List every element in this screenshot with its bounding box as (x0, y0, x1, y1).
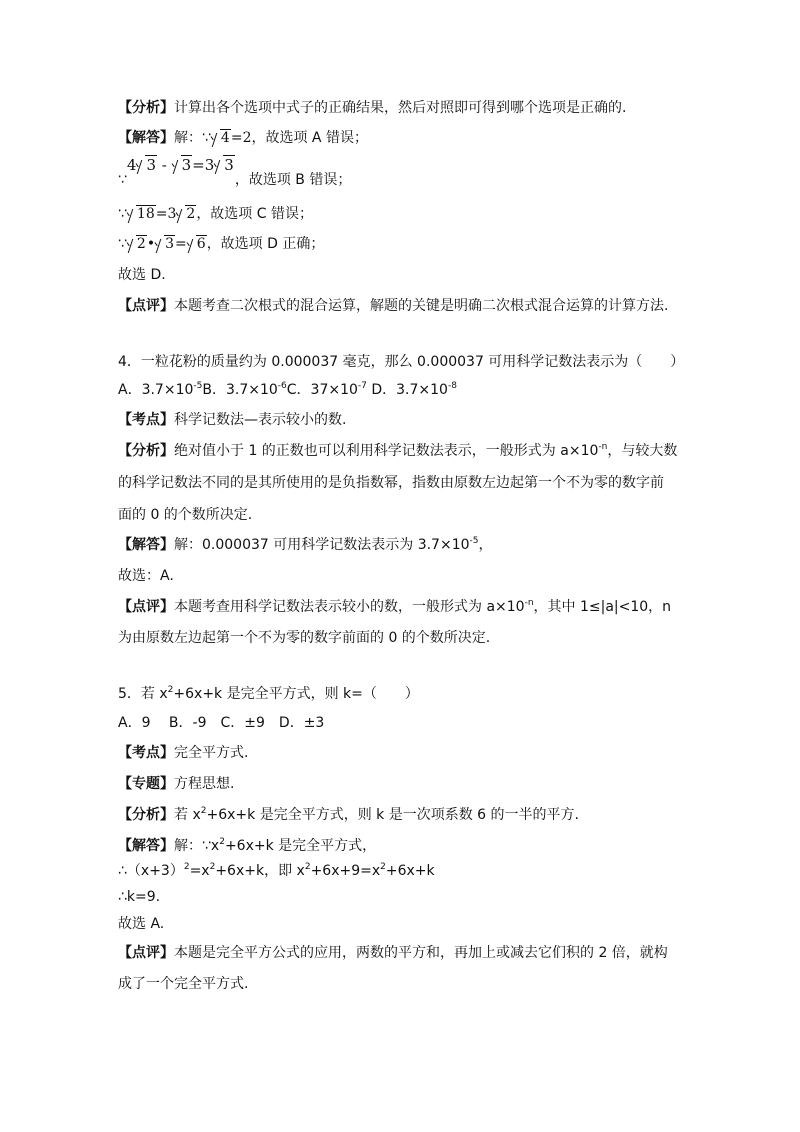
exponent: 2 (209, 862, 216, 872)
answer-text: 解：∵x (174, 838, 220, 854)
option-c-conclusion: ，故选项 C 错误； (196, 206, 313, 222)
q3-answer-b (118, 156, 352, 188)
point-text: 完全平方式. (174, 745, 249, 761)
analysis-text: 计算出各个选项中式子的正确结果，然后对照即可得到哪个选项是正确的. (174, 100, 627, 116)
exponent: -7 (357, 381, 367, 391)
sqrt-3: 3 (224, 156, 234, 174)
answer-lead: 解：∵ (174, 130, 211, 146)
exponent: 2 (183, 862, 190, 872)
exponent: 2 (219, 837, 225, 847)
punctuation: ， (478, 537, 493, 553)
answer-tag: 【解答】 (118, 838, 174, 854)
q4-choose: 故选：A. (118, 568, 174, 584)
q4-analysis-line-3: 面的 0 的个数所决定. (118, 507, 253, 523)
step-text: ∴（x+3） (118, 863, 184, 879)
q5-step-2: ∴k=9. (118, 889, 161, 905)
comment-text: 本题考查二次根式的混合运算，解题的关键是明确二次根式混合运算的计算方法. (174, 298, 669, 314)
q3-answer-a (118, 128, 368, 148)
comment-tag: 【点评】 (118, 298, 174, 314)
exponent: -n (524, 598, 534, 608)
answer-text: +6x+k 是完全平方式， (224, 838, 377, 854)
sqrt-3: 3 (181, 156, 192, 174)
q3-comment (118, 296, 668, 316)
equation-part: = (175, 236, 187, 252)
option-c: C．37×10 (286, 382, 358, 398)
point-text: 科学记数法—表示较小的数. (174, 412, 347, 428)
topic-tag: 【专题】 (118, 776, 174, 792)
topic-text: 方程思想. (174, 776, 235, 792)
option-b-expression: 4 3 - 3=3 3 (126, 156, 234, 174)
q4-comment-line-1 (118, 597, 671, 617)
q4-question: 4．一粒花粉的质量约为 0.000037 毫克，那么 0.000037 可用科学记数法表示为（ ） (118, 354, 685, 370)
exponent: -5 (469, 536, 479, 546)
q5-choose: 故选 A. (118, 916, 165, 932)
q4-answer (118, 535, 493, 555)
step-text: +6x+k (385, 863, 435, 879)
q3-answer-c (118, 204, 313, 224)
q3-choose: 故选 D. (118, 267, 166, 283)
analysis-text: ，与较大数 (607, 443, 678, 459)
q5-comment-line-1 (118, 943, 668, 963)
sqrt-18: 18 (136, 206, 155, 222)
q4-comment-line-2: 为由原数左边起第一个不为零的数字前面的 0 的个数所决定. (118, 630, 491, 646)
answer-tag: 【解答】 (118, 537, 174, 553)
point-tag: 【考点】 (118, 745, 174, 761)
analysis-text: 绝对值小于 1 的正数也可以利用科学记数法表示，一般形式为 a×10 (174, 443, 599, 459)
because-symbol: ∵ (118, 172, 127, 188)
exponent: 2 (200, 806, 207, 816)
sqrt-3: 3 (165, 236, 175, 252)
exponent: 2 (167, 685, 174, 695)
analysis-tag: 【分析】 (118, 807, 174, 823)
sqrt-4: 4 (220, 130, 230, 146)
q4-options (118, 380, 457, 400)
exponent: -n (598, 442, 608, 452)
analysis-tag: 【分析】 (118, 443, 174, 459)
q5-answer (118, 836, 376, 856)
sqrt-2: 2 (136, 236, 146, 252)
answer-tag: 【解答】 (118, 130, 174, 146)
analysis-text: 若 x (174, 807, 201, 823)
because-symbol: ∵ (118, 206, 127, 222)
dot-operator: • (146, 236, 156, 252)
exponent: -8 (447, 381, 457, 391)
equation-part: =3 (155, 206, 177, 222)
option-a: A．3.7×10 (118, 382, 194, 398)
q5-question (118, 684, 419, 704)
option-d-conclusion: ，故选项 D 正确； (206, 236, 325, 252)
answer-text: 解：0.000037 可用科学记数法表示为 3.7×10 (174, 537, 470, 553)
analysis-tag: 【分析】 (118, 100, 174, 116)
analysis-text: +6x+k 是完全平方式，则 k 是一次项系数 6 的一半的平方. (206, 807, 579, 823)
because-symbol: ∵ (118, 236, 127, 252)
q5-options: A．9 B．-9 C．±9 D．±3 (118, 715, 325, 731)
exponent: 2 (380, 862, 386, 872)
question-text: 5．若 x (118, 686, 168, 702)
sqrt-2: 2 (186, 206, 196, 222)
q5-analysis (118, 805, 579, 825)
equation-part: =2 (230, 130, 252, 146)
q5-topic (118, 774, 234, 794)
sqrt-3: 3 (146, 156, 157, 174)
comment-text: 本题是完全平方公式的应用，两数的平方和，再加上或减去它们积的 2 倍，就构 (174, 945, 668, 961)
q5-step-1 (118, 861, 435, 881)
option-b: B．3.7×10 (202, 382, 278, 398)
sqrt-6: 6 (196, 236, 206, 252)
exponent: -5 (193, 381, 203, 391)
option-d: D．3.7×10 (371, 382, 448, 398)
comment-tag: 【点评】 (118, 945, 174, 961)
q4-point (118, 410, 346, 430)
question-text: +6x+k 是完全平方式，则 k=（ ） (173, 686, 419, 702)
option-a-conclusion: ，故选项 A 错误； (251, 130, 368, 146)
q4-analysis-line-1 (118, 441, 677, 461)
comment-text: 本题考查用科学记数法表示较小的数，一般形式为 a×10 (174, 599, 525, 615)
step-text: =x (189, 863, 210, 879)
q3-answer-d (118, 234, 324, 254)
option-b-conclusion: ，故选项 B 错误； (234, 172, 352, 188)
q3-analysis (118, 98, 626, 118)
q5-comment-line-2: 成了一个完全平方式. (118, 976, 249, 992)
q4-analysis-line-2: 的科学记数法不同的是其所使用的是负指数幂，指数由原数左边起第一个不为零的数字前 (118, 475, 664, 491)
exponent: -6 (277, 381, 287, 391)
step-text: +6x+k，即 x (215, 863, 305, 879)
comment-tag: 【点评】 (118, 599, 174, 615)
point-tag: 【考点】 (118, 412, 174, 428)
exponent: 2 (304, 862, 311, 872)
step-text: +6x+9=x (310, 863, 381, 879)
comment-text: ，其中 1≤|a|<10，n (533, 599, 672, 615)
q5-point (118, 743, 248, 763)
